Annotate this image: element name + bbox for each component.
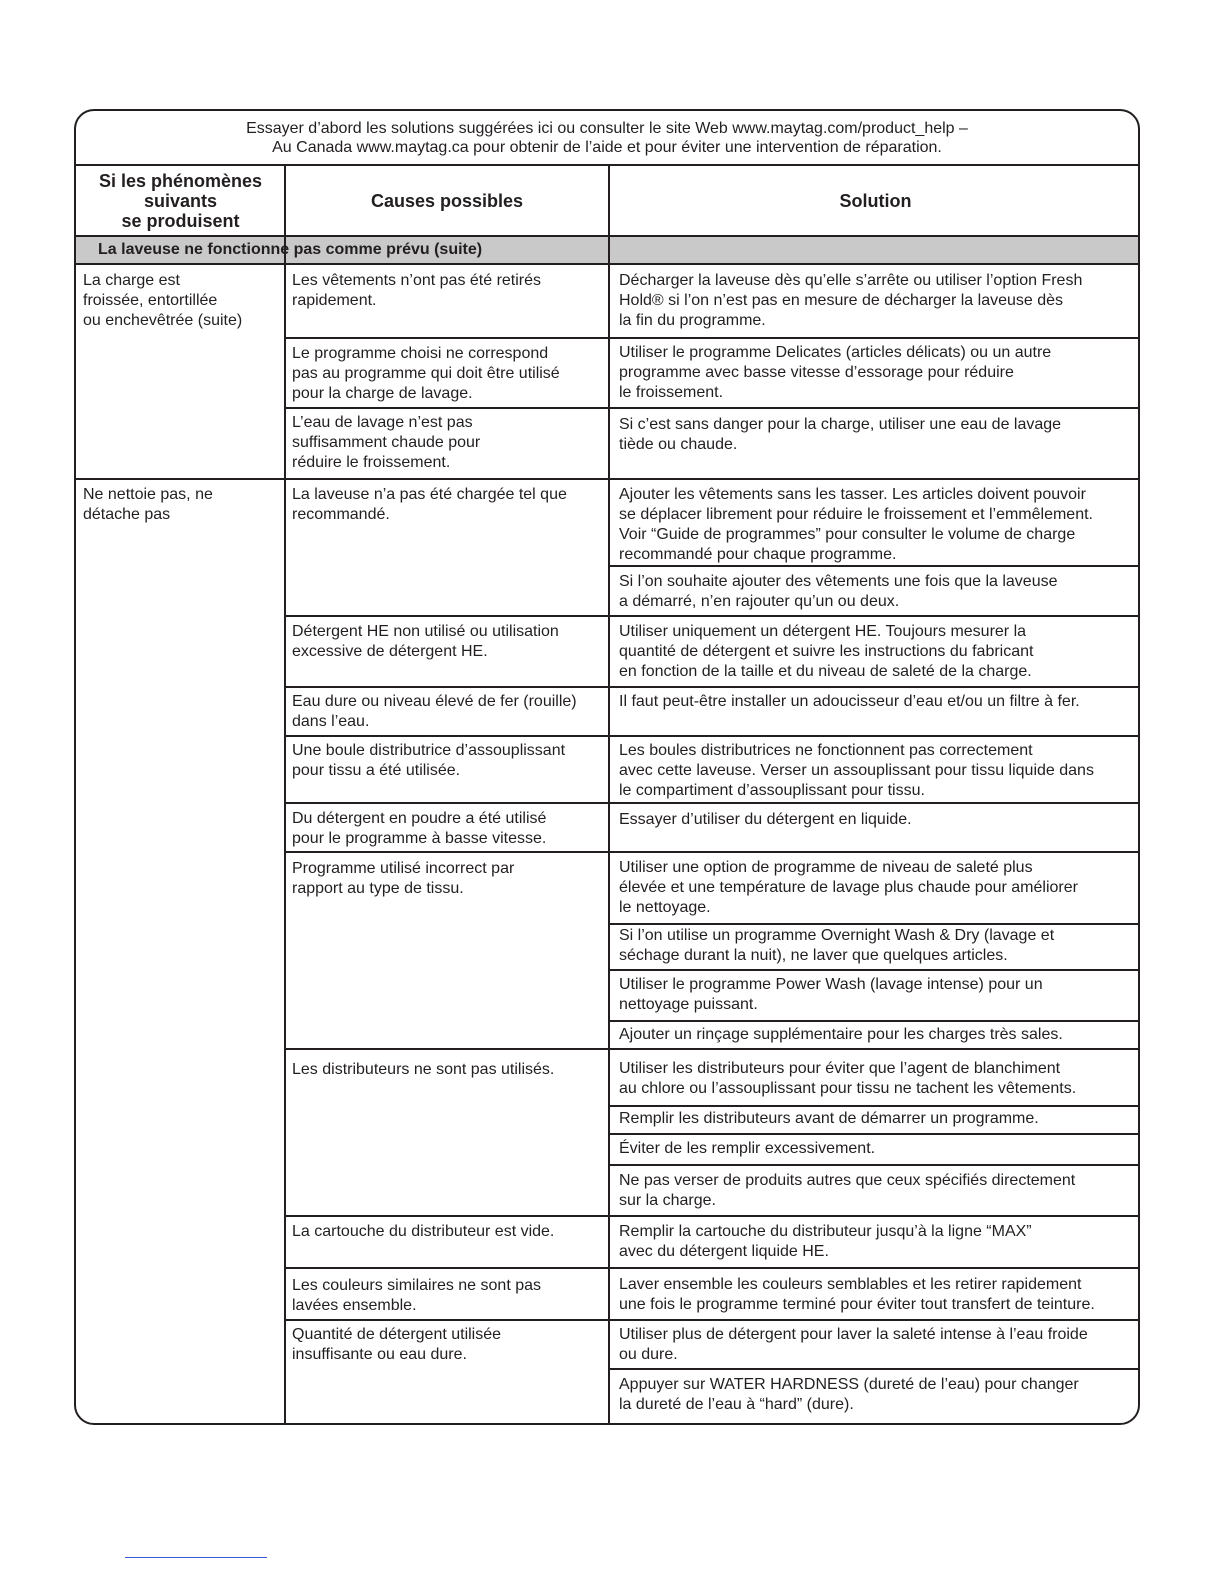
solution-cell: Essayer d’utiliser du détergent en liquide.: [619, 811, 912, 828]
solution-cell: Ajouter un rinçage supplémentaire pour les charges très sales.: [619, 1026, 1063, 1043]
solution-cell: Utiliser plus de détergent pour laver la saleté intense à l’eau froide ou dure.: [619, 1326, 1088, 1363]
cause-cell: Eau dure ou niveau élevé de fer (rouille) dans l’eau.: [292, 693, 577, 730]
row-divider: [285, 407, 1140, 409]
header-causes: Causes possibles: [370, 190, 524, 211]
solution-cell: Si l’on utilise un programme Overnight Wash & Dry (lavage et séchage durant la nuit), ne laver que quelques articles.: [619, 927, 1055, 964]
row-divider: [285, 1267, 1140, 1269]
row-divider: [285, 1319, 1140, 1321]
row-divider: [76, 478, 1140, 480]
row-divider: [609, 1164, 1140, 1166]
cause-cell: Le programme choisi ne correspond pas au programme qui doit être utilisé pour la charge de lavage.: [292, 345, 560, 402]
solution-cell: Il faut peut-être installer un adoucisseur d’eau et/ou un filtre à fer.: [619, 693, 1080, 710]
row-divider: [285, 1048, 1140, 1050]
cause-cell: Quantité de détergent utilisée insuffisante ou eau dure.: [292, 1326, 502, 1363]
row-divider: [609, 923, 1140, 925]
problem-cell: Ne nettoie pas, ne détache pas: [83, 486, 213, 523]
footer-rule: [125, 1557, 267, 1558]
section-heading: La laveuse ne fonctionne pas comme prévu (suite): [76, 235, 1138, 265]
solution-cell: Utiliser le programme Delicates (articles délicats) ou un autre programme avec basse vitesse d’essorage pour réduire le froissement.: [619, 344, 1052, 401]
solution-cell: Si l’on souhaite ajouter des vêtements une fois que la laveuse a démarré, n’en rajouter qu’un ou deux.: [619, 573, 1058, 610]
header-solution: Solution: [839, 190, 912, 211]
column-divider: [284, 166, 286, 1425]
row-divider: [609, 969, 1140, 971]
header-problem: Si les phénomènes suivants se produisent: [98, 170, 263, 231]
row-divider: [285, 802, 1140, 804]
solution-cell: Remplir les distributeurs avant de démarrer un programme.: [619, 1110, 1039, 1127]
intro-line-1: Essayer d’abord les solutions suggérées ici ou consulter le site Web www.maytag.com/product_help –: [246, 119, 968, 137]
column-divider: [608, 166, 610, 1425]
row-divider: [609, 1105, 1140, 1107]
cause-cell: Les couleurs similaires ne sont pas lavées ensemble.: [292, 1277, 542, 1314]
solution-cell: Éviter de les remplir excessivement.: [619, 1140, 876, 1157]
solution-cell: Utiliser le programme Power Wash (lavage intense) pour un nettoyage puissant.: [619, 976, 1043, 1013]
cause-cell: Du détergent en poudre a été utilisé pour le programme à basse vitesse.: [292, 810, 547, 847]
solution-cell: Ajouter les vêtements sans les tasser. Les articles doivent pouvoir se déplacer librement pour réduire le froissement et l’emmêlement. Voir “Guide de programmes” pour consulter le volume de charge recommandé pour chaque programme.: [619, 486, 1093, 563]
solution-cell: Utiliser une option de programme de niveau de saleté plus élevée et une température de lavage plus chaude pour améliorer le nettoyage.: [619, 859, 1078, 916]
cause-cell: Détergent HE non utilisé ou utilisation excessive de détergent HE.: [292, 623, 559, 660]
row-divider: [285, 735, 1140, 737]
cause-cell: Les vêtements n’ont pas été retirés rapidement.: [292, 272, 542, 309]
row-divider: [285, 851, 1140, 853]
intro-line-2: Au Canada www.maytag.ca pour obtenir de l’aide et pour éviter une intervention de réparation.: [272, 138, 942, 156]
cause-cell: Les distributeurs ne sont pas utilisés.: [292, 1061, 555, 1078]
solution-cell: Si c’est sans danger pour la charge, utiliser une eau de lavage tiède ou chaude.: [619, 416, 1062, 453]
cause-cell: Une boule distributrice d’assouplissant pour tissu a été utilisée.: [292, 742, 566, 779]
solution-cell: Utiliser uniquement un détergent HE. Toujours mesurer la quantité de détergent et suivre les instructions du fabricant en fonction de la taille et du niveau de saleté de la charge.: [619, 623, 1034, 680]
cause-cell: L’eau de lavage n’est pas suffisamment chaude pour réduire le froissement.: [292, 414, 481, 471]
solution-cell: Ne pas verser de produits autres que ceux spécifiés directement sur la charge.: [619, 1172, 1076, 1209]
row-divider: [609, 565, 1140, 567]
solution-cell: Décharger la laveuse dès qu’elle s’arrête ou utiliser l’option Fresh Hold® si l’on n’est pas en mesure de décharger la laveuse dès la fin du programme.: [619, 272, 1083, 329]
row-divider: [285, 686, 1140, 688]
solution-cell: Appuyer sur WATER HARDNESS (dureté de l’eau) pour changer la dureté de l’eau à “hard” (dure).: [619, 1376, 1079, 1413]
solution-cell: Les boules distributrices ne fonctionnent pas correctement avec cette laveuse. Verser un assouplissant pour tissu liquide dans le compartiment d’assouplissant pour tissu.: [619, 742, 1094, 799]
solution-cell: Laver ensemble les couleurs semblables et les retirer rapidement une fois le programme terminé pour éviter tout transfert de teinture.: [619, 1276, 1095, 1313]
row-divider: [609, 1020, 1140, 1022]
row-divider: [285, 1215, 1140, 1217]
problem-cell: La charge est froissée, entortillée ou enchevêtrée (suite): [83, 272, 243, 329]
troubleshooting-table: [74, 109, 1140, 1425]
intro-note: [76, 111, 1138, 166]
solution-cell: Remplir la cartouche du distributeur jusqu’à la ligne “MAX” avec du détergent liquide HE.: [619, 1223, 1032, 1260]
row-divider: [609, 1368, 1140, 1370]
cause-cell: La cartouche du distributeur est vide.: [292, 1223, 555, 1240]
row-divider: [285, 615, 1140, 617]
solution-cell: Utiliser les distributeurs pour éviter que l’agent de blanchiment au chlore ou l’assouplissant pour tissu ne tachent les vêtements.: [619, 1060, 1077, 1097]
row-divider: [285, 337, 1140, 339]
row-divider: [609, 1133, 1140, 1135]
cause-cell: La laveuse n’a pas été chargée tel que recommandé.: [292, 486, 567, 523]
cause-cell: Programme utilisé incorrect par rapport au type de tissu.: [292, 860, 515, 897]
